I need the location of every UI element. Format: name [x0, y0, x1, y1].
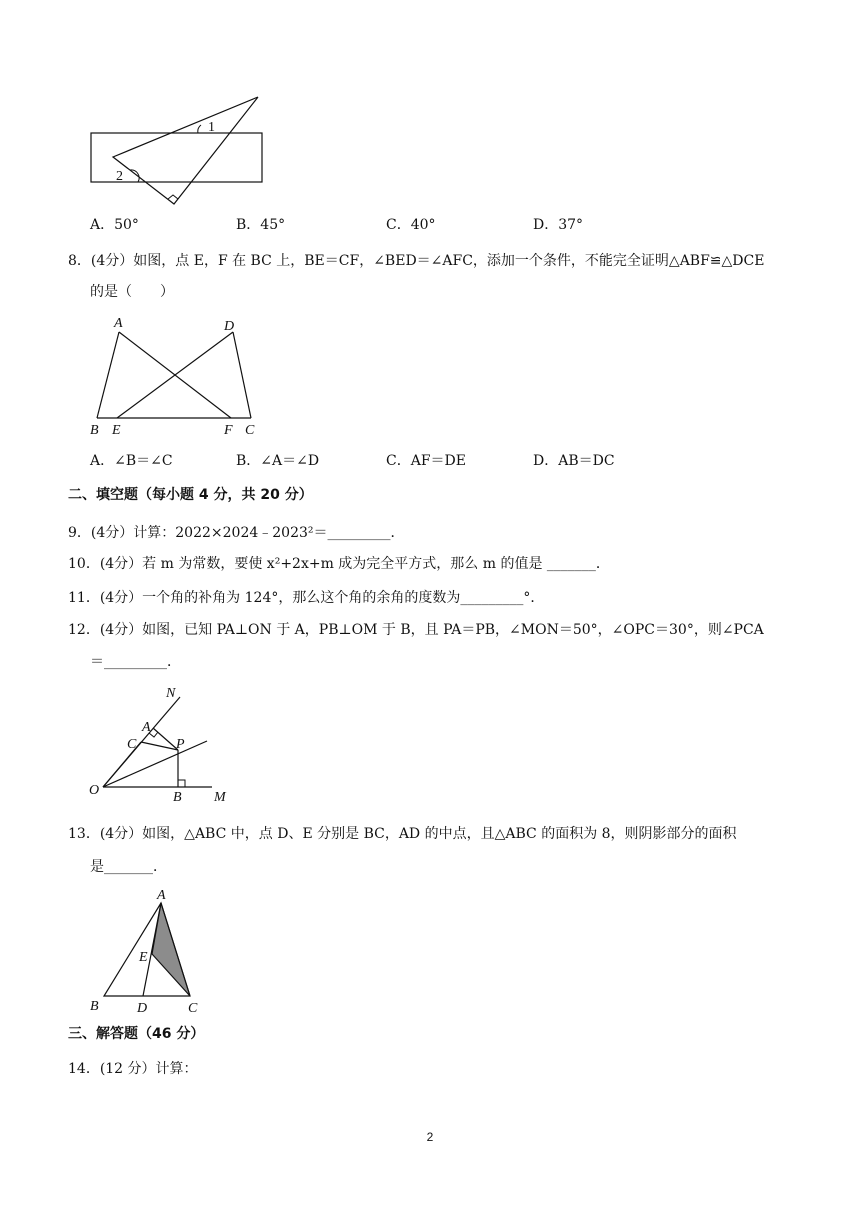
- q13-text-line2: 是_______．: [90, 859, 167, 875]
- q12-label-o: O: [89, 783, 100, 798]
- q10-text: 10．(4分）若 m 为常数，要使 x²+2x+m 成为完全平方式，那么 m 的值是 _______．: [68, 556, 610, 572]
- q8-option-b: B．∠A＝∠D: [236, 453, 320, 469]
- q8-label-c: C: [245, 423, 255, 438]
- q12-label-c: C: [127, 737, 137, 752]
- q7-option-c: C．40°: [386, 217, 436, 233]
- q7-option-b: B．45°: [236, 217, 286, 233]
- q8-label-d: D: [224, 319, 235, 334]
- q8-label-e: E: [112, 423, 121, 438]
- q12-text-line2: ＝_________．: [90, 654, 181, 670]
- q12-text-line1: 12．(4分）如图，已知 PA⊥ON 于 A，PB⊥OM 于 B，且 PA＝PB，∠MON＝50°，∠OPC＝30°，则∠PCA: [68, 622, 764, 638]
- page-number: 2: [426, 1130, 434, 1144]
- q8-text-line1: 8．(4分）如图，点 E，F 在 BC 上，BE＝CF，∠BED＝∠AFC，添加一个条件，不能完全证明△ABF≌△DCE: [68, 253, 765, 269]
- q8-label-f: F: [224, 423, 233, 438]
- q9-text: 9．(4分）计算：2022×2024﹣2023²＝_________．: [68, 525, 405, 541]
- q12-label-p: P: [176, 737, 185, 752]
- q13-text-line1: 13．(4分）如图，△ABC 中，点 D、E 分别是 BC，AD 的中点，且△ABC 的面积为 8，则阴影部分的面积: [68, 826, 737, 842]
- q13-label-e: E: [139, 950, 148, 965]
- q12-label-a: A: [142, 720, 151, 735]
- section-3-heading: 三、解答题（46 分）: [68, 1026, 205, 1042]
- angle-2-label: 2: [116, 169, 123, 184]
- q7-option-d: D．37°: [533, 217, 584, 233]
- q12-label-n: N: [166, 686, 176, 701]
- q8-label-b: B: [90, 423, 99, 438]
- q13-label-b: B: [90, 999, 99, 1014]
- q12-label-m: M: [214, 790, 226, 805]
- q13-label-a: A: [157, 888, 166, 903]
- q14-text: 14．(12 分）计算：: [68, 1061, 198, 1077]
- q7-option-a: A．50°: [90, 217, 139, 233]
- angle-1-label: 1: [208, 120, 215, 135]
- q12-label-b: B: [173, 790, 182, 805]
- q11-text: 11．(4分）一个角的补角为 124°，那么这个角的余角的度数为_________°．: [68, 590, 545, 606]
- q8-option-d: D．AB＝DC: [533, 453, 615, 469]
- q13-label-d: D: [137, 1001, 148, 1016]
- q8-label-a: A: [114, 316, 123, 331]
- q13-label-c: C: [188, 1001, 198, 1016]
- q8-option-c: C．AF＝DE: [386, 453, 466, 469]
- q8-option-a: A．∠B＝∠C: [90, 453, 173, 469]
- section-2-heading: 二、填空题（每小题 4 分，共 20 分）: [68, 487, 313, 503]
- q8-text-line2: 的是（ ）: [90, 284, 174, 300]
